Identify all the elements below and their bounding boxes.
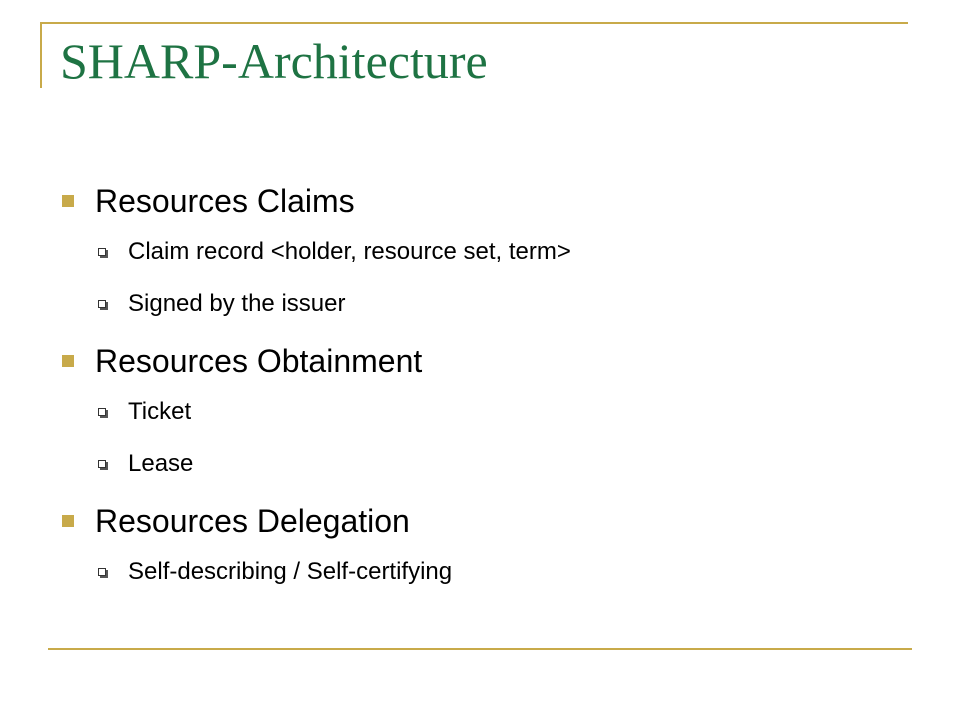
bullet-heading: Resources Obtainment — [95, 342, 423, 379]
sub-bullet-text: Signed by the issuer — [128, 290, 346, 317]
hollow-square-bullet-icon — [98, 248, 106, 256]
hollow-square-bullet-icon — [98, 460, 106, 468]
filled-square-bullet-icon — [62, 355, 74, 367]
sub-bullet-text: Claim record <holder, resource set, term> — [128, 238, 571, 265]
bullet-list — [58, 176, 898, 598]
top-rule — [40, 22, 908, 24]
slide-title: SHARP-Architecture — [60, 33, 488, 89]
bottom-rule — [48, 648, 912, 650]
hollow-square-bullet-icon — [98, 568, 106, 576]
filled-square-bullet-icon — [62, 195, 74, 207]
hollow-square-bullet-icon — [98, 300, 106, 308]
sub-bullet-self-describing — [58, 546, 898, 598]
hollow-square-bullet-icon — [98, 408, 106, 416]
bullet-resources-claims — [58, 176, 898, 226]
sub-bullet-claim-record — [58, 226, 898, 278]
bullet-heading: Resources Claims — [95, 182, 355, 219]
filled-square-bullet-icon — [62, 515, 74, 527]
sub-bullet-ticket — [58, 386, 898, 438]
bullet-resources-obtainment — [58, 336, 898, 386]
sub-bullet-text: Ticket — [128, 398, 192, 425]
bullet-heading: Resources Delegation — [95, 502, 410, 539]
sub-bullet-text: Lease — [128, 450, 194, 477]
sub-bullet-text: Self-describing / Self-certifying — [128, 558, 453, 585]
left-rule — [40, 22, 42, 88]
sub-bullet-signed-by-issuer — [58, 278, 898, 330]
sub-bullet-lease — [58, 438, 898, 490]
bullet-resources-delegation — [58, 496, 898, 546]
